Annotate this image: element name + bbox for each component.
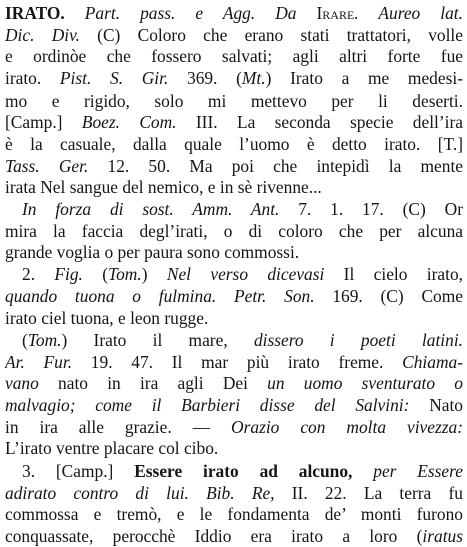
text-line	[5, 45, 463, 67]
italic-text: Part. pass. e Agg. Da	[84, 3, 317, 23]
text-segment: conquassate, perocchè Iddio era irato a loro (	[5, 526, 423, 546]
italic-text: vano	[5, 373, 39, 393]
text-line	[5, 2, 463, 24]
text-segment: mo e rigido, solo mi mettevo per li deserti.	[5, 91, 463, 111]
text-line	[22, 460, 463, 482]
text-line	[5, 503, 463, 525]
text-segment: (C) Coloro che erano stati trattatori, volle	[79, 25, 463, 45]
text-segment: 19. 47. Il mar più irato freme.	[72, 352, 403, 372]
text-segment	[65, 3, 85, 23]
italic-text: Nel verso dicevasi	[166, 264, 325, 284]
italic-text: Ar. Fur.	[5, 352, 73, 372]
text-line	[22, 198, 463, 220]
text-line	[22, 263, 463, 285]
text-segment: 2.	[22, 264, 55, 284]
text-line	[5, 220, 463, 242]
italic-text: per Essere	[373, 461, 463, 481]
text-segment: mira la faccia degl’irati, o di coloro che per alcuna	[5, 221, 463, 241]
text-segment: commossa e tremò, e le fondamenta de’ monti furono	[5, 504, 463, 524]
text-line	[5, 394, 463, 416]
text-segment: Il cielo irato,	[324, 264, 463, 284]
italic-text: . Aureo lat.	[354, 3, 463, 23]
italic-text: Mt.	[241, 68, 266, 88]
text-line	[5, 176, 463, 198]
italic-text: Dic. Div.	[5, 25, 80, 45]
italic-text: un uomo sventurato o	[267, 373, 463, 393]
text-segment: e ordinòe che fossero salvati; agli altri forte fue	[5, 46, 463, 66]
italic-text: malvagio; come il Barbieri disse del Salvini:	[5, 395, 410, 415]
text-line	[5, 67, 463, 89]
text-segment: L’irato ventre placare col cibo.	[5, 438, 219, 458]
text-segment: (	[22, 330, 28, 350]
text-line	[5, 437, 463, 459]
text-line	[5, 133, 463, 155]
italic-text: Fig.	[54, 264, 83, 284]
text-segment: in ira alle grazie. —	[5, 417, 232, 437]
text-line	[5, 111, 463, 133]
text-segment: II. 22. La terra fu	[274, 483, 463, 503]
italic-text: Tom.	[27, 330, 62, 350]
text-segment: 3. [Camp.]	[22, 461, 135, 481]
bold-text: Essere irato ad alcuno,	[134, 461, 353, 481]
text-segment: [Camp.]	[5, 112, 82, 132]
text-line	[5, 24, 463, 46]
italic-text: In forza di sost. Amm. Ant.	[22, 199, 280, 219]
text-line	[5, 351, 463, 373]
text-segment: 12. 50. Ma poi che intepidì la mente	[88, 156, 463, 176]
text-line	[22, 329, 463, 351]
text-segment: 369. (	[168, 68, 242, 88]
italic-text: adirato contro di lui. Bib. Re,	[5, 483, 275, 503]
text-segment: ) Irato a me medesi-	[265, 68, 463, 88]
italic-text: Chiama-	[402, 352, 463, 372]
text-segment: ) Irato il mare,	[61, 330, 254, 350]
small-caps-text: Irare	[316, 3, 355, 23]
bold-text: IRATO.	[5, 3, 65, 23]
italic-text: Tass. Ger.	[5, 156, 89, 176]
italic-text: dissero i poeti latini.	[253, 330, 463, 350]
text-line	[5, 372, 463, 394]
text-segment: è la casuale, dalla quale l’uomo è detto irato. [T.]	[5, 134, 463, 154]
text-segment: irato ciel tuona, e leon rugge.	[5, 308, 209, 328]
text-segment: III. La seconda specie dell’ira	[176, 112, 463, 132]
text-segment: (	[82, 264, 109, 284]
italic-text: Orazio con molta vivezza:	[231, 417, 463, 437]
text-line	[5, 285, 463, 307]
text-segment	[352, 461, 373, 481]
text-segment: 169. (C) Come	[314, 286, 463, 306]
text-line	[5, 241, 463, 263]
text-segment: irata Nel sangue del nemico, e in sè rivenne...	[5, 177, 322, 197]
text-line	[5, 155, 463, 177]
text-segment: grande voglia o per paura sono commossi.	[5, 242, 300, 262]
text-segment: irato.	[5, 68, 60, 88]
text-line	[5, 525, 463, 547]
text-line	[5, 416, 463, 438]
text-segment: )	[141, 264, 167, 284]
text-line	[5, 307, 463, 329]
text-segment: 7. 1. 17. (C) Or	[279, 199, 463, 219]
text-line	[5, 482, 463, 504]
italic-text: Boez. Com.	[81, 112, 177, 132]
italic-text: Pist. S. Gir.	[59, 68, 169, 88]
text-line	[5, 90, 463, 112]
italic-text: iratus	[422, 526, 463, 546]
italic-text: Tom.	[108, 264, 142, 284]
text-segment: nato in ira agli Dei	[38, 373, 268, 393]
text-segment: Nato	[409, 395, 463, 415]
italic-text: quando tuona o fulmina. Petr. Son.	[5, 286, 315, 306]
